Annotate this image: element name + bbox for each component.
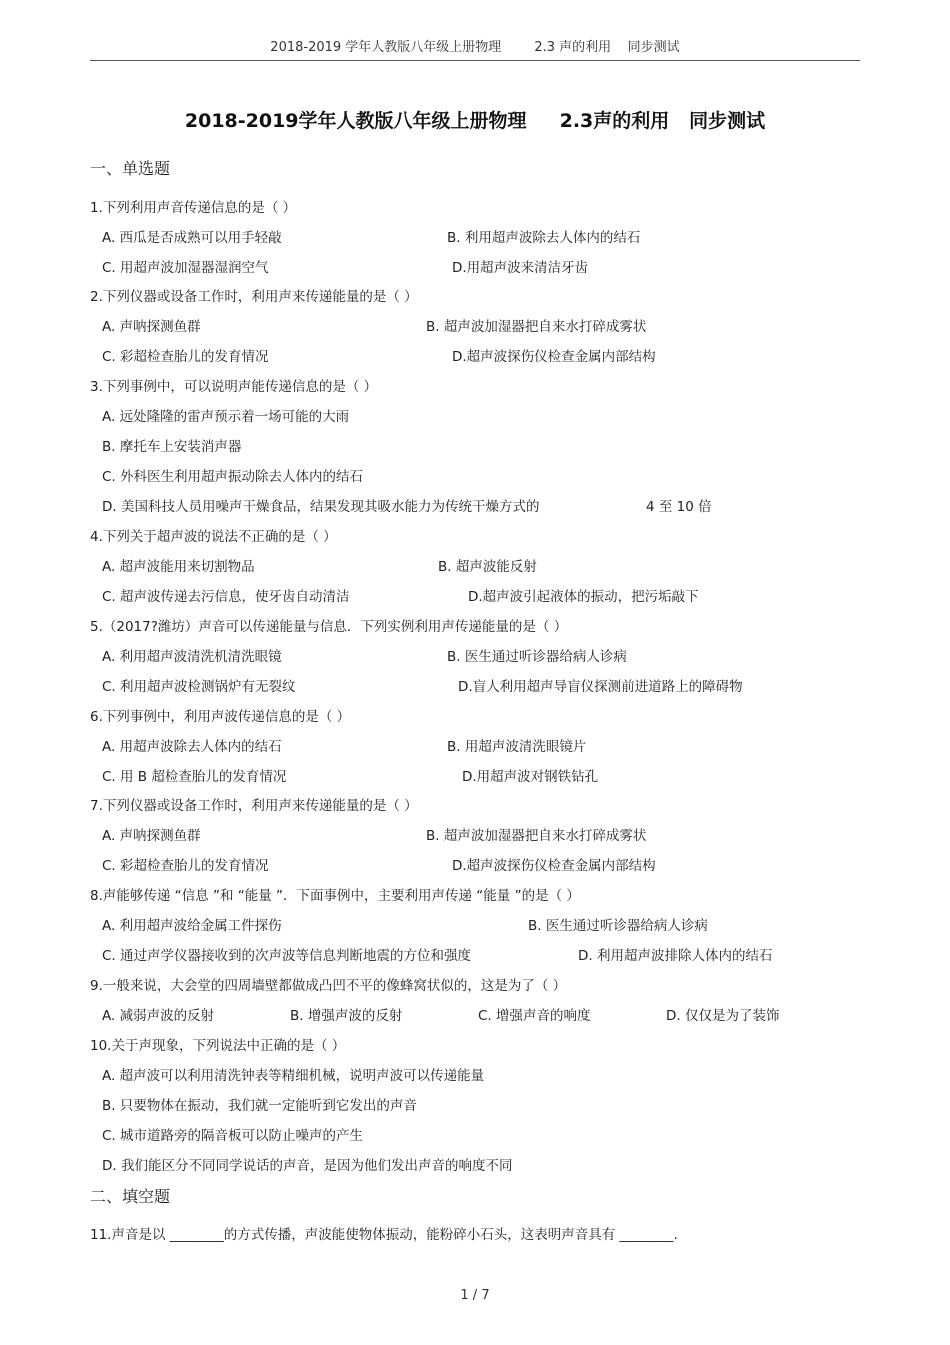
question-stem: 7.下列仪器或设备工作时，利用声来传递能量的是（ ）	[90, 798, 418, 814]
option-a: A. 利用超声波清洗机清洗眼镜	[102, 649, 282, 665]
option-a: A. 超声波可以利用清洗钟表等精细机械，说明声波可以传递能量	[102, 1068, 485, 1084]
option-b: B. 医生通过听诊器给病人诊病	[528, 918, 708, 934]
option-b: B. 只要物体在振动，我们就一定能听到它发出的声音	[102, 1098, 417, 1114]
option-d: D.超声波探伤仪检查金属内部结构	[452, 349, 656, 365]
header-rule	[90, 60, 860, 61]
option-c: C. 超声波传递去污信息，使牙齿自动清洁	[102, 589, 350, 605]
question-stem: 9.一般来说，大会堂的四周墙壁都做成凸凹不平的像蜂窝状似的，这是为了（ ）	[90, 978, 567, 994]
option-d: D.超声波引起液体的振动，把污垢敲下	[468, 589, 699, 605]
option-a: A. 远处隆隆的雷声预示着一场可能的大雨	[102, 409, 350, 425]
section-heading-fill-blank: 二、填空题	[90, 1187, 171, 1206]
option-c: C. 增强声音的响度	[478, 1008, 591, 1024]
question-stem: 1.下列利用声音传递信息的是（ ）	[90, 200, 297, 216]
section-heading-single-choice: 一、单选题	[90, 159, 171, 178]
option-a: A. 声呐探测鱼群	[102, 828, 201, 844]
option-d: D.用超声波对钢铁钻孔	[462, 769, 599, 785]
question-stem: 10.关于声现象，下列说法中正确的是（ ）	[90, 1038, 346, 1054]
option-c: C. 彩超检查胎儿的发育情况	[102, 858, 269, 874]
option-d: D. 美国科技人员用噪声干燥食品，结果发现其吸水能力为传统干燥方式的	[102, 499, 540, 515]
option-a: A. 用超声波除去人体内的结石	[102, 739, 282, 755]
question-stem: 6.下列事例中，利用声波传递信息的是（ ）	[90, 709, 351, 725]
page-number: 1 / 7	[460, 1288, 490, 1303]
option-c: C. 城市道路旁的隔音板可以防止噪声的产生	[102, 1128, 364, 1144]
question-stem: 4.下列关于超声波的说法不正确的是（ ）	[90, 529, 337, 545]
option-c: C. 用 B 超检查胎儿的发育情况	[102, 769, 287, 785]
option-d-continuation: 4 至 10 倍	[646, 499, 712, 515]
option-a: A. 超声波能用来切割物品	[102, 559, 255, 575]
question-stem: 5.（2017?潍坊）声音可以传递能量与信息．下列实例利用声传递能量的是（ ）	[90, 619, 568, 635]
option-c: C. 彩超检查胎儿的发育情况	[102, 349, 269, 365]
question-stem: 11.声音是以 ________的方式传播，声波能使物体振动，能粉碎小石头，这表明声音具有 ________.	[90, 1227, 678, 1243]
option-a: A. 减弱声波的反射	[102, 1008, 215, 1024]
option-b: B. 超声波加湿器把自来水打碎成雾状	[426, 828, 647, 844]
option-c: C. 外科医生利用超声振动除去人体内的结石	[102, 469, 364, 485]
option-b: B. 利用超声波除去人体内的结石	[447, 230, 641, 246]
option-d: D.超声波探伤仪检查金属内部结构	[452, 858, 656, 874]
option-b: B. 摩托车上安装消声器	[102, 439, 242, 455]
option-a: A. 声呐探测鱼群	[102, 319, 201, 335]
option-a: A. 利用超声波给金属工件探伤	[102, 918, 282, 934]
option-b: B. 增强声波的反射	[290, 1008, 403, 1024]
question-stem: 2.下列仪器或设备工作时，利用声来传递能量的是（ ）	[90, 289, 418, 305]
document-title: 2018-2019学年人教版八年级上册物理 2.3声的利用 同步测试	[184, 110, 766, 132]
option-b: B. 超声波能反射	[438, 559, 537, 575]
option-b: B. 医生通过听诊器给病人诊病	[447, 649, 627, 665]
option-a: A. 西瓜是否成熟可以用手轻敲	[102, 230, 282, 246]
option-d: D. 仅仅是为了装饰	[666, 1008, 780, 1024]
option-c: C. 用超声波加湿器湿润空气	[102, 260, 269, 276]
question-stem: 8.声能够传递 “信息 ”和 “能量 ”．下面事例中，主要利用声传递 “能量 ”的是（ ）	[90, 888, 580, 904]
option-d: D.用超声波来清洁牙齿	[452, 260, 589, 276]
option-d: D. 我们能区分不同同学说话的声音，是因为他们发出声音的响度不同	[102, 1158, 513, 1174]
running-header: 2018-2019 学年人教版八年级上册物理 2.3 声的利用 同步测试	[270, 40, 680, 55]
option-d: D. 利用超声波排除人体内的结石	[578, 948, 773, 964]
option-c: C. 通过声学仪器接收到的次声波等信息判断地震的方位和强度	[102, 948, 472, 964]
option-d: D.盲人利用超声导盲仪探测前进道路上的障碍物	[458, 679, 743, 695]
option-c: C. 利用超声波检测锅炉有无裂纹	[102, 679, 296, 695]
option-b: B. 用超声波清洗眼镜片	[447, 739, 587, 755]
question-stem: 3.下列事例中，可以说明声能传递信息的是（ ）	[90, 379, 378, 395]
option-b: B. 超声波加湿器把自来水打碎成雾状	[426, 319, 647, 335]
